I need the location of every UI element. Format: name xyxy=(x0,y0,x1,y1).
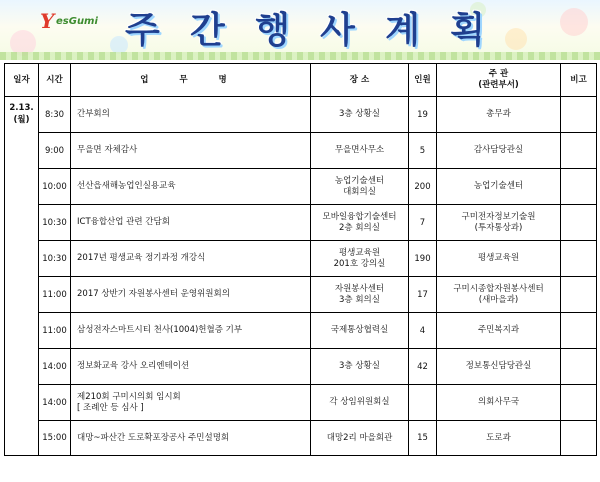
table-header-row xyxy=(5,64,597,97)
note-cell xyxy=(561,385,597,421)
title-char: 행 xyxy=(255,9,290,51)
place-subtext: 201호 강의실 xyxy=(333,258,386,269)
host-text: 도로과 xyxy=(486,432,511,443)
host-text: 평생교육원 xyxy=(477,253,520,263)
task-cell xyxy=(71,205,311,241)
place-text: 대망2리 마을회관 xyxy=(326,432,393,443)
note-cell xyxy=(561,277,597,313)
count-cell: 5 xyxy=(409,133,437,169)
place-text: 3층 상황실 xyxy=(339,361,380,371)
count-cell: 17 xyxy=(409,277,437,313)
host-text: 농업기술센터 xyxy=(473,181,524,191)
header-date: 일자 xyxy=(5,64,39,97)
place-cell xyxy=(311,133,409,169)
place-text: 3층 상황실 xyxy=(339,109,380,119)
host-cell xyxy=(437,421,561,456)
header-host xyxy=(437,64,561,97)
title-char: 사 xyxy=(320,9,355,51)
time-cell: 8:30 xyxy=(39,97,71,133)
host-text: 주민복지과 xyxy=(477,325,520,335)
table-row xyxy=(5,313,597,349)
table-row xyxy=(5,349,597,385)
place-text: 각 상임위원회실 xyxy=(329,397,390,407)
host-cell xyxy=(437,277,561,313)
place-subtext: 3층 회의실 xyxy=(339,294,380,305)
table-row xyxy=(5,97,597,133)
task-cell xyxy=(71,421,311,456)
place-cell xyxy=(311,169,409,205)
task-text: 정보화교육 강사 오리엔테이션 xyxy=(77,361,190,371)
table-row xyxy=(5,241,597,277)
place-cell xyxy=(311,205,409,241)
time-cell: 10:00 xyxy=(39,169,71,205)
task-text: 무을면 자체감사 xyxy=(77,145,138,155)
task-text: 2017 상반기 자원봉사센터 운영위원회의 xyxy=(77,289,230,299)
count-cell: 200 xyxy=(409,169,437,205)
place-subtext: 2층 회의실 xyxy=(339,222,380,233)
place-cell xyxy=(311,241,409,277)
host-text: 정보통신담당관실 xyxy=(465,361,532,371)
host-text: 총무과 xyxy=(486,109,511,119)
host-text: 의회사무국 xyxy=(477,397,520,407)
task-cell xyxy=(71,349,311,385)
time-cell: 10:30 xyxy=(39,205,71,241)
title-char: 획 xyxy=(450,9,485,51)
table-row xyxy=(5,169,597,205)
header-host-line2: (관련부서) xyxy=(478,80,519,90)
host-cell xyxy=(437,205,561,241)
count-cell: 15 xyxy=(409,421,437,456)
place-cell xyxy=(311,421,409,456)
flower-decoration xyxy=(560,8,588,36)
weekly-schedule-table xyxy=(4,63,597,456)
time-cell: 11:00 xyxy=(39,313,71,349)
table-row xyxy=(5,277,597,313)
page-title xyxy=(125,4,485,50)
header-place: 장 소 xyxy=(311,64,409,97)
note-cell xyxy=(561,349,597,385)
place-cell xyxy=(311,349,409,385)
task-text: ICT융합산업 관련 간담회 xyxy=(77,217,170,227)
title-banner xyxy=(0,0,600,60)
grass-decoration xyxy=(0,52,600,60)
place-cell xyxy=(311,97,409,133)
time-cell: 11:00 xyxy=(39,277,71,313)
time-cell: 10:30 xyxy=(39,241,71,277)
header-time: 시간 xyxy=(39,64,71,97)
host-cell xyxy=(437,385,561,421)
table-row xyxy=(5,421,597,456)
task-text: 간부회의 xyxy=(77,109,110,119)
date-cell xyxy=(5,97,39,456)
title-char: 간 xyxy=(190,9,225,51)
note-cell xyxy=(561,241,597,277)
host-cell xyxy=(437,313,561,349)
header-count: 인원 xyxy=(409,64,437,97)
task-cell xyxy=(71,241,311,277)
note-cell xyxy=(561,169,597,205)
yesgumi-logo: Y esGumi xyxy=(40,9,98,33)
task-text: 제210회 구미시의회 임시회 xyxy=(77,391,181,402)
host-cell xyxy=(437,97,561,133)
task-cell xyxy=(71,133,311,169)
time-cell: 14:00 xyxy=(39,385,71,421)
title-char: 주 xyxy=(125,9,160,51)
time-cell: 9:00 xyxy=(39,133,71,169)
header-host-line1: 주 관 xyxy=(488,69,509,79)
count-cell: 190 xyxy=(409,241,437,277)
task-cell xyxy=(71,385,311,421)
host-subtext: (투자통상과) xyxy=(474,222,523,233)
header-task: 업 무 명 xyxy=(71,64,311,97)
place-cell xyxy=(311,385,409,421)
task-text: 삼성전자스마트시티 천사(1004)헌혈증 기부 xyxy=(77,325,243,335)
count-cell: 7 xyxy=(409,205,437,241)
table-row xyxy=(5,133,597,169)
note-cell xyxy=(561,205,597,241)
task-text: 대망~파산간 도로확포장공사 주민설명회 xyxy=(77,432,230,443)
place-text: 국제통상협력실 xyxy=(330,325,389,335)
count-cell: 4 xyxy=(409,313,437,349)
task-subtext: [ 조례안 등 심사 ] xyxy=(77,402,144,413)
task-cell xyxy=(71,169,311,205)
host-cell xyxy=(437,133,561,169)
table-row xyxy=(5,385,597,421)
time-cell: 14:00 xyxy=(39,349,71,385)
place-text: 자원봉사센터 xyxy=(334,283,385,294)
place-subtext: 대회의실 xyxy=(343,186,376,197)
count-cell: 19 xyxy=(409,97,437,133)
task-text: 2017년 평생교육 정기과정 개강식 xyxy=(77,253,206,263)
flower-decoration xyxy=(505,28,527,50)
task-cell xyxy=(71,313,311,349)
place-text: 평생교육원 xyxy=(338,247,381,258)
host-subtext: (새마을과) xyxy=(478,294,519,305)
note-cell xyxy=(561,313,597,349)
task-cell xyxy=(71,97,311,133)
count-cell xyxy=(409,385,437,421)
title-char: 계 xyxy=(385,9,420,51)
table-row xyxy=(5,205,597,241)
place-text: 무을면사무소 xyxy=(334,145,385,155)
note-cell xyxy=(561,97,597,133)
place-text: 농업기술센터 xyxy=(334,175,385,186)
host-text: 감사담당관실 xyxy=(473,145,524,155)
weekday-value: (월) xyxy=(13,115,30,125)
host-text: 구미시종합자원봉사센터 xyxy=(453,283,544,294)
place-text: 모바일융합기술센터 xyxy=(322,211,397,222)
schedule-rows xyxy=(5,97,597,456)
host-cell xyxy=(437,169,561,205)
note-cell xyxy=(561,421,597,456)
place-cell xyxy=(311,313,409,349)
header-note: 비고 xyxy=(561,64,597,97)
host-cell xyxy=(437,349,561,385)
note-cell xyxy=(561,133,597,169)
host-cell xyxy=(437,241,561,277)
date-value: 2.13. xyxy=(9,103,34,113)
time-cell: 15:00 xyxy=(39,421,71,456)
host-text: 구미전자정보기술원 xyxy=(461,211,536,222)
count-cell: 42 xyxy=(409,349,437,385)
place-cell xyxy=(311,277,409,313)
task-text: 선산읍새해농업인실용교육 xyxy=(77,181,176,191)
task-cell xyxy=(71,277,311,313)
